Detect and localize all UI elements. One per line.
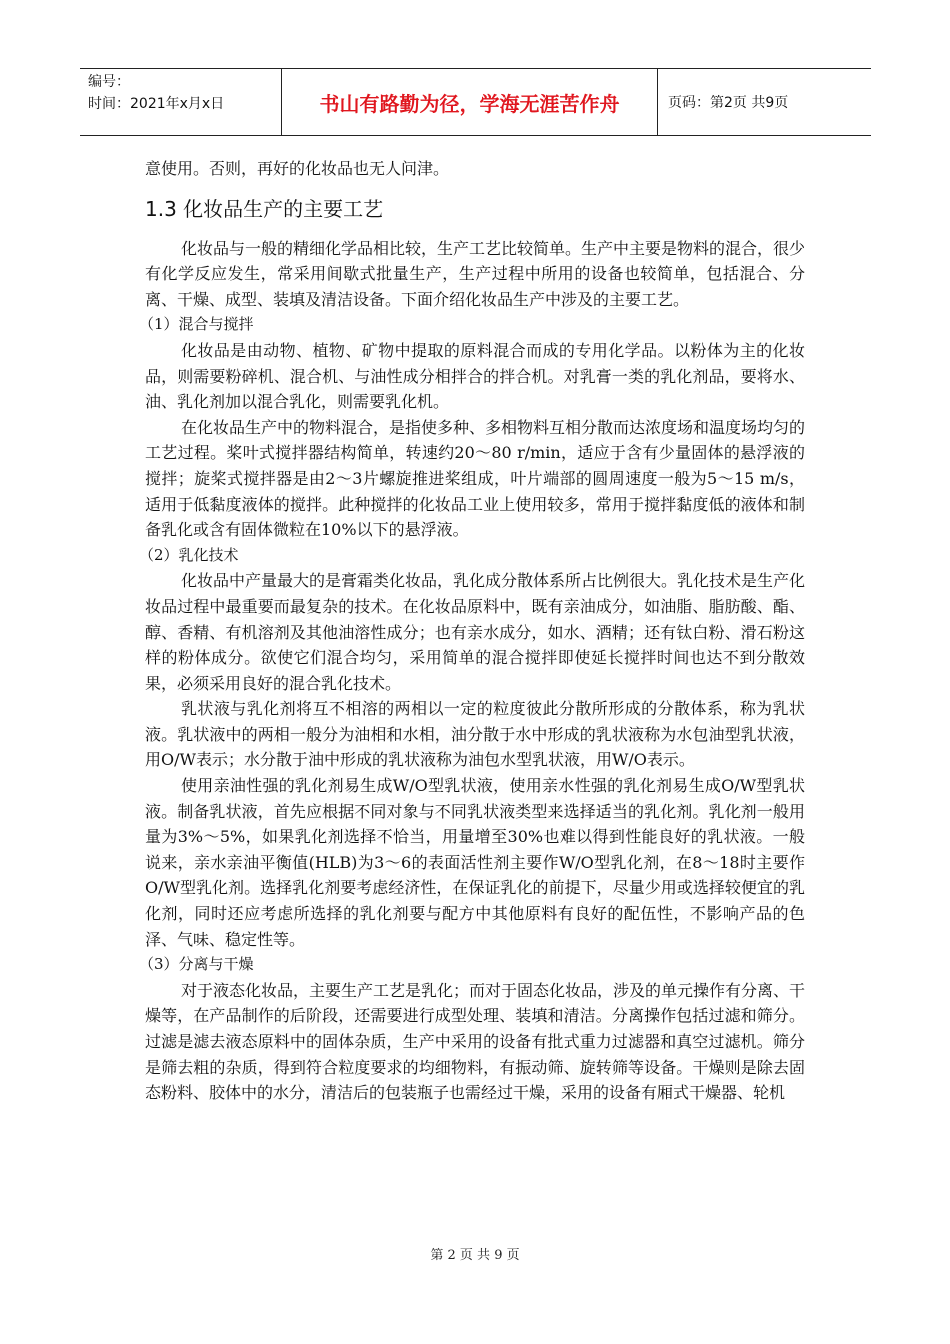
time-label: 时间：2021年x月x日 <box>88 96 225 112</box>
section-title: 1.3 化妆品生产的主要工艺 <box>145 196 384 221</box>
intro-paragraph: 化妆品与一般的精细化学品相比较，生产工艺比较简单。生产中主要是物料的混合，很少有化学反应发生，常采用间歇式批量生产，生产过程中所用的设备也较简单，包括混合、分离、干燥、成型、装填及清洁设备。下面介绍化妆品生产中涉及的主要工艺。 <box>145 238 806 309</box>
paragraph: 乳状液与乳化剂将互不相溶的两相以一定的粒度彼此分散所形成的分散体系，称为乳状液。乳状液中的两相一般分为油相和水相，油分散于水中形成的乳状液称为水包油型乳状液，用O/W表示；水分散于油中形成的乳状液称为油包水型乳状液，用W/O表示。 <box>145 699 805 770</box>
paragraph: 使用亲油性强的乳化剂易生成W/O型乳状液，使用亲水性强的乳化剂易生成O/W型乳状液。制备乳状液，首先应根据不同对象与不同乳状液类型来选择适当的乳化剂。乳化剂一般用量为3%～5%，如果乳化剂选择不恰当，用量增至30%也难以得到性能良好的乳状液。一般说来，亲水亲油平衡值(HLB)为3～6的表面活性剂主要作W/O型乳化剂，在8～18时主要作O/W型乳化剂。选择乳化剂要考虑经济性，在保证乳化的前提下，尽量少用或选择较便宜的乳化剂，同时还应考虑所选择的乳化剂要与配方中其他原料有良好的配伍性，不影响产品的色泽、气味、稳定性等。 <box>145 776 805 949</box>
subsection-title-emulsification: （2）乳化技术 <box>139 545 239 564</box>
page-footer: 第 2 页 共 9 页 <box>430 1248 520 1263</box>
paragraph: 化妆品中产量最大的是膏霜类化妆品，乳化成分散体系所占比例很大。乳化技术是生产化妆品过程中最重要而最复杂的技术。在化妆品原料中，既有亲油成分，如油脂、脂肪酸、酯、醇、香精、有机溶剂及其他油溶性成分；也有亲水成分，如水、酒精；还有钛白粉、滑石粉这样的粉体成分。欲使它们混合均匀，采用简单的混合搅拌即使延长搅拌时间也达不到分散效果，必须采用良好的混合乳化技术。 <box>145 571 806 693</box>
header-meta <box>80 69 282 135</box>
subsection-title-separation: （3）分离与干燥 <box>139 955 254 974</box>
paragraph: 在化妆品生产中的物料混合，是指使多种、多相物料互相分散而达浓度场和温度场均匀的工艺过程。桨叶式搅拌器结构简单，转速约20～80 r/min，适应于含有少量固体的悬浮液的搅拌；旋桨式搅拌器是由2～3片螺旋推进桨组成，叶片端部的圆周速度一般为5～15 m/s，适用于低黏度液体的搅拌。此种搅拌的化妆品工业上使用较多，常用于搅拌黏度低的液体和制备乳化或含有固体微粒在10%以下的悬浮液。 <box>145 417 806 540</box>
paragraph: 化妆品是由动物、植物、矿物中提取的原料混合而成的专用化学品。以粉体为主的化妆品，则需要粉碎机、混合机、与油性成分相拌合的拌合机。对乳膏一类的乳化剂品，要将水、油、乳化剂加以混合乳化，则需要乳化机。 <box>145 340 805 412</box>
header-page-info: 页码：第2页 共9页 <box>668 95 789 111</box>
paragraph: 对于液态化妆品，主要生产工艺是乳化；而对于固态化妆品，涉及的单元操作有分离、干燥等，在产品制作的后阶段，还需要进行成型处理、装填和清洁。分离操作包括过滤和筛分。过滤是滤去液态原料中的固体杂质，生产中采用的设备有批式重力过滤器和真空过滤机。筛分是筛去粗的杂质，得到符合粒度要求的均细物料，有振动筛、旋转筛等设备。干燥则是除去固态粉料、胶体中的水分，清洁后的包装瓶子也需经过干燥，采用的设备有厢式干燥器、轮机 <box>145 980 806 1103</box>
number-label: 编号： <box>88 74 130 90</box>
subsection-title-mixing: （1）混合与搅拌 <box>139 315 254 334</box>
document-body <box>139 156 806 1106</box>
continuation-text: 意使用。否则，再好的化妆品也无人问津。 <box>145 159 450 178</box>
page-header <box>80 68 871 136</box>
header-motto: 书山有路勤为径，学海无涯苦作舟 <box>282 69 658 135</box>
